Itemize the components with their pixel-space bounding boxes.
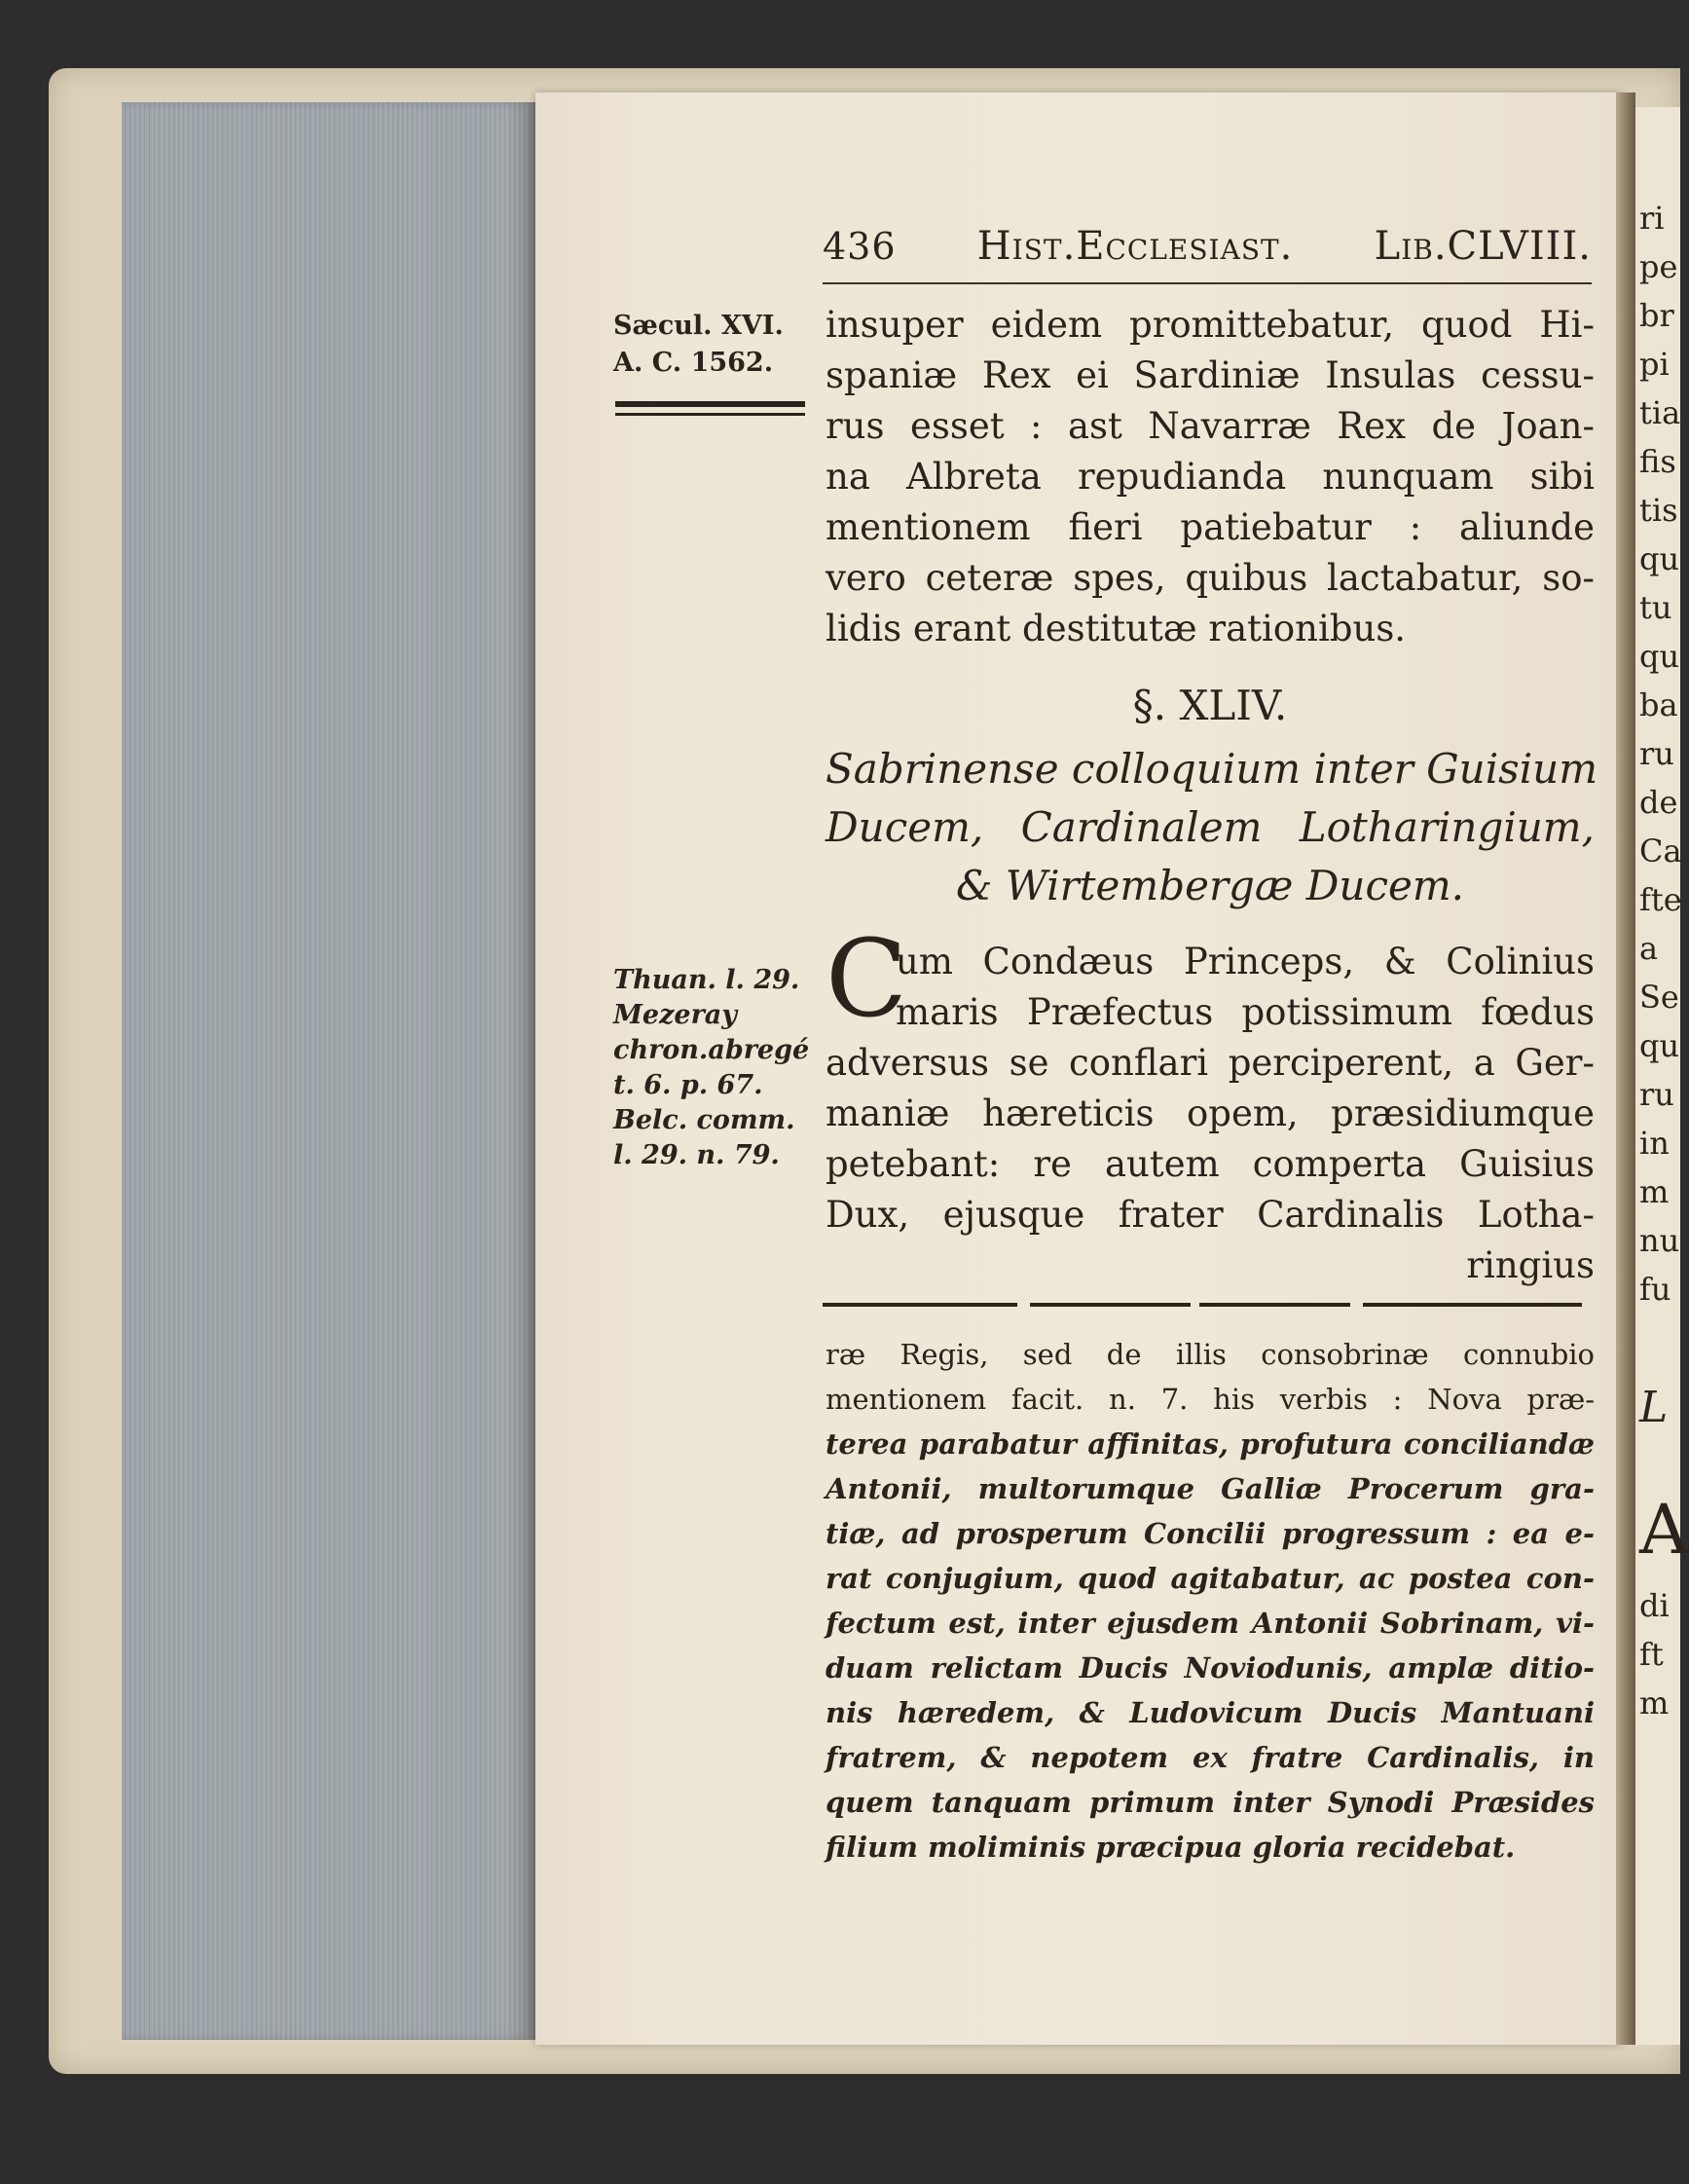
footnote-rule	[823, 1303, 1017, 1307]
facing-page-text-fragment: de	[1639, 784, 1678, 821]
title-line: & Wirtembergæ Ducem.	[955, 862, 1465, 909]
footnote-line: ræ Regis, sed de illis consobrinæ connubio	[826, 1338, 1595, 1371]
facing-page-text-fragment: ri	[1639, 200, 1665, 237]
text-line: maris Præfectus potissimum fœdus	[896, 991, 1595, 1033]
title-line: Sabrinense colloquium inter Guisium	[826, 745, 1598, 793]
facing-page-text-fragment: pi	[1639, 346, 1670, 383]
margin-anno: A. C. 1562.	[613, 348, 774, 378]
facing-page-text-fragment: Se	[1639, 979, 1679, 1016]
text-line: spaniæ Rex ei Sardiniæ Insulas cessu-	[826, 354, 1595, 396]
margin-ref: Belc. comm.	[613, 1105, 795, 1135]
facing-page-text-fragment: a	[1639, 930, 1659, 967]
margin-ref: Mezeray	[613, 1000, 737, 1030]
text-line: vero ceteræ spes, quibus lactabatur, so-	[826, 557, 1595, 599]
footnote-rule	[1030, 1303, 1191, 1307]
facing-page-text-fragment: in	[1639, 1125, 1670, 1162]
facing-page-text-fragment: tu	[1639, 589, 1672, 626]
text-line: mentionem fieri patiebatur : aliunde	[826, 506, 1595, 548]
page-edges	[122, 102, 535, 2040]
facing-page-text-fragment: fte	[1639, 881, 1682, 918]
right-page-fragment	[1635, 107, 1689, 2045]
facing-page-text-fragment: br	[1639, 297, 1674, 334]
margin-rule	[615, 401, 805, 407]
footnote-line: mentionem facit. n. 7. his verbis : Nova præ-	[826, 1383, 1595, 1416]
text-line: petebant: re autem comperta Guisius	[826, 1143, 1595, 1185]
text-line: um Condæus Princeps, & Colinius	[896, 941, 1595, 982]
running-header	[823, 224, 1592, 269]
margin-ref: chron.abregé	[613, 1035, 810, 1065]
paragraph-2-head	[896, 937, 1595, 1038]
book-gutter	[1616, 93, 1635, 2045]
text-line: lidis erant destitutæ rationibus.	[826, 608, 1407, 649]
facing-page-text-fragment: di	[1639, 1587, 1670, 1624]
header-rule	[823, 282, 1592, 284]
facing-page-text-fragment: m	[1639, 1684, 1670, 1721]
margin-saeculum: Sæcul. XVI.	[613, 311, 784, 341]
margin-ref: Thuan. l. 29.	[613, 965, 800, 995]
catchword: ringius	[1466, 1244, 1595, 1286]
page-number: 436	[823, 225, 897, 268]
footnote-rule	[1363, 1303, 1582, 1307]
facing-page-text-fragment: fis	[1639, 443, 1676, 480]
facing-page-text-fragment: pe	[1639, 248, 1678, 285]
book-number: Lib.CLVIII.	[1374, 224, 1592, 269]
facing-page-text-fragment: qu	[1639, 1027, 1680, 1064]
footnote-line: fectum est, inter ejusdem Antonii Sobrinam, vi-	[826, 1607, 1595, 1640]
facing-page-text-fragment: ba	[1639, 686, 1678, 723]
facing-page-text-fragment: L	[1639, 1383, 1669, 1432]
text-line: Dux, ejusque frater Cardinalis Lotha-	[826, 1194, 1595, 1236]
facing-page-text-fragment: nu	[1639, 1222, 1680, 1259]
footnote	[826, 1332, 1595, 1869]
facing-page-text-fragment: tis	[1639, 492, 1678, 529]
footnote-line: duam relictam Ducis Noviodunis, amplæ ditio-	[826, 1651, 1595, 1684]
text-line: rus esset : ast Navarræ Rex de Joan-	[826, 405, 1595, 447]
text-line: maniæ hæreticis opem, præsidiumque	[826, 1092, 1595, 1134]
facing-page-text-fragment: qu	[1639, 540, 1680, 577]
footnote-line: tiæ, ad prosperum Concilii progressum : ea e-	[826, 1517, 1595, 1550]
footnote-line: Antonii, multorumque Galliæ Procerum gra-	[826, 1472, 1595, 1505]
text-line: na Albreta repudianda nunquam sibi	[826, 456, 1595, 498]
facing-page-text-fragment: ft	[1639, 1636, 1664, 1673]
margin-ref: t. 6. p. 67.	[613, 1070, 763, 1100]
facing-page-text-fragment: qu	[1639, 638, 1680, 675]
facing-page-text-fragment: ru	[1639, 1076, 1674, 1113]
title-line: Ducem, Cardinalem Lotharingium,	[826, 803, 1595, 851]
text-line: insuper eidem promittebatur, quod Hi-	[826, 304, 1595, 346]
facing-page-text-fragment: m	[1639, 1173, 1670, 1210]
text-line: adversus se conflari perciperent, a Ger-	[826, 1042, 1595, 1084]
section-title	[826, 740, 1598, 915]
edge-shadow	[506, 102, 535, 2040]
paragraph-1	[826, 300, 1595, 654]
footnote-line: rat conjugium, quod agitabatur, ac postea con-	[826, 1562, 1595, 1595]
facing-page-text-fragment: ru	[1639, 735, 1674, 772]
footnote-rule	[1199, 1303, 1350, 1307]
facing-page-text-fragment: Ca	[1639, 833, 1682, 870]
paragraph-2	[826, 1038, 1595, 1291]
margin-rule-thin	[615, 413, 805, 416]
drop-cap: C	[826, 916, 908, 1041]
footnote-line: filium moliminis præcipua gloria recidebat.	[826, 1831, 1516, 1864]
margin-ref: l. 29. n. 79.	[613, 1140, 780, 1170]
footnote-line: nis hæredem, & Ludovicum Ducis Mantuani	[826, 1696, 1595, 1729]
footnote-line: quem tanquam primum inter Synodi Præsides	[826, 1786, 1595, 1819]
footnote-line: terea parabatur affinitas, profutura conciliandæ	[826, 1427, 1595, 1461]
section-number: §. XLIV.	[1132, 682, 1288, 729]
footnote-line: fratrem, & nepotem ex fratre Cardinalis, in	[826, 1741, 1595, 1774]
running-title: Hist.Ecclesiast.	[976, 224, 1294, 269]
facing-page-text-fragment: A	[1639, 1490, 1689, 1570]
facing-page-text-fragment: tia	[1639, 394, 1681, 431]
facing-page-text-fragment: fu	[1639, 1271, 1671, 1308]
